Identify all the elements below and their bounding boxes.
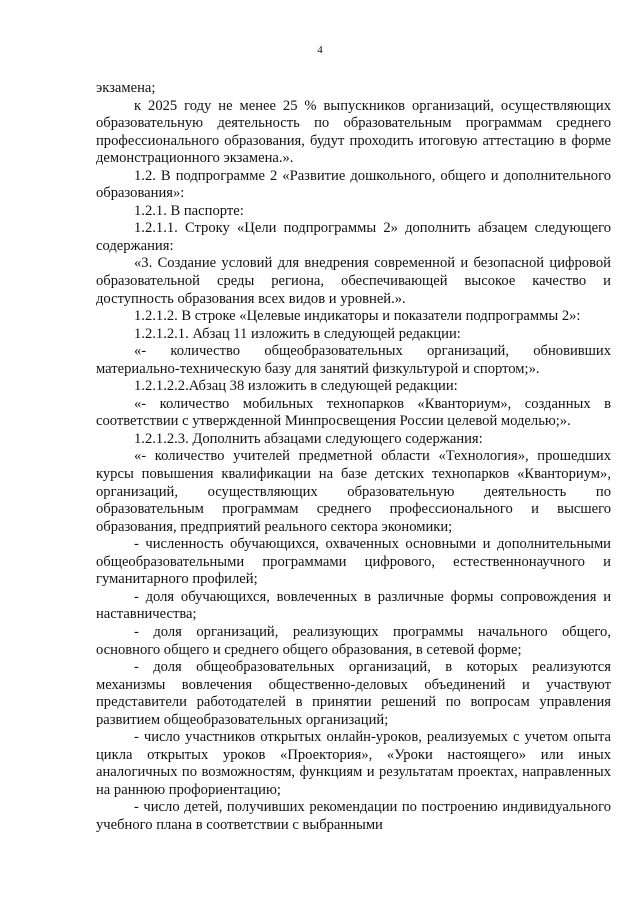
document-body — [96, 80, 611, 835]
paragraph: 1.2. В подпрограмме 2 «Развитие дошкольного, общего и дополнительного образования»: — [96, 167, 611, 202]
paragraph: «3. Создание условий для внедрения современной и безопасной цифровой образовательной среды региона, обеспечивающей высокое качество и доступность образования всех видов и уровней.». — [96, 255, 611, 307]
paragraph: к 2025 году не менее 25 % выпускников организаций, осуществляющих образовательную деятельность по образовательным программам среднего профессионального образования, будут проходить итоговую аттестацию в форме демонстрационного экзамена.». — [96, 97, 611, 167]
paragraph: - число участников открытых онлайн-уроков, реализуемых с учетом опыта цикла открытых уроков «Проектория», «Уроки настоящего» или иных аналогичных по возможностям, функциям и результатам проектах, направленных на раннюю профориентацию; — [96, 729, 611, 798]
paragraph: - доля обучающихся, вовлеченных в различные формы сопровождения и наставничества; — [96, 588, 611, 623]
paragraph: 1.2.1.1. Строку «Цели подпрограммы 2» дополнить абзацем следующего содержания: — [96, 220, 611, 254]
paragraph: 1.2.1.2. В строке «Целевые индикаторы и показатели подпрограммы 2»: — [134, 308, 581, 325]
paragraph: - доля общеобразовательных организаций, в которых реализуются механизмы вовлечения общественно-деловых объединений и участвуют представители работодателей в принятии решений по вопросам управления развитием общеобразовательных организаций; — [96, 659, 611, 728]
paragraph: 1.2.1.2.1. Абзац 11 изложить в следующей редакции: — [134, 325, 461, 342]
paragraph: - число детей, получивших рекомендации по построению индивидуального учебного плана в соответствии с выбранными — [96, 799, 611, 833]
paragraph: - численность обучающихся, охваченных основными и дополнительными общеобразовательными программами цифрового, естественнонаучного и гуманитарного профилей; — [96, 536, 611, 588]
paragraph: «- количество учителей предметной области «Технология», прошедших курсы повышения квалификации на базе детских технопарков «Кванториум», организаций, осуществляющих образовательную деятельность по образовательным программам среднего профессионального и высшего образования, предприятий реального сектора экономики; — [96, 448, 611, 535]
paragraph: - доля организаций, реализующих программы начального общего, основного общего и среднего общего образования, в сетевой форме; — [96, 623, 611, 658]
paragraph: 1.2.1.2.3. Дополнить абзацами следующего содержания: — [134, 430, 483, 447]
page-number: 4 — [317, 44, 323, 56]
paragraph: «- количество общеобразовательных организаций, обновивших материально-техническую базу для занятий физкультурой и спортом;». — [96, 343, 611, 377]
paragraph: экзамена; — [96, 80, 156, 96]
paragraph: 1.2.1. В паспорте: — [134, 202, 244, 219]
paragraph: 1.2.1.2.2.Абзац 38 изложить в следующей редакции: — [134, 378, 458, 395]
paragraph: «- количество мобильных технопарков «Кванториум», созданных в соответствии с утвержденной Минпросвещения России целевой моделью;». — [96, 395, 611, 430]
